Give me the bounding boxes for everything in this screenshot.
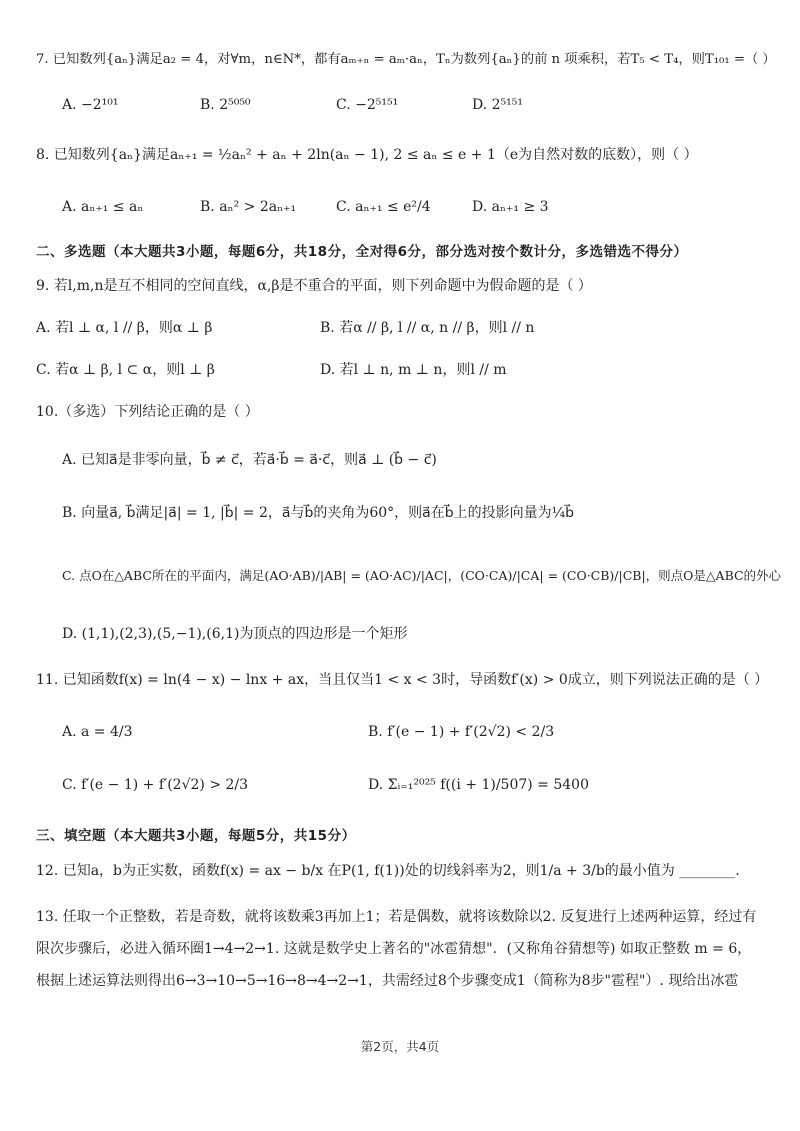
q7-stem: 7. 已知数列{aₙ}满足a₂ = 4，对∀m，n∈N*，都有aₘ₊ₙ = aₘ·aₙ，Tₙ为数列{aₙ}的前 n 项乘积，若T₅ < T₄，则T₁₀₁ =（ ） (36, 52, 776, 67)
q9-option-c: C. 若α ⊥ β, l ⊂ α，则l ⊥ β (36, 362, 215, 378)
q7-option-c: C. −2⁵¹⁵¹ (336, 97, 399, 113)
q8-stem: 8. 已知数列{aₙ}满足aₙ₊₁ = ½aₙ² + aₙ + 2ln(aₙ − 1), 2 ≤ aₙ ≤ e + 1（e为自然对数的底数），则（ ） (36, 147, 698, 163)
q13-line-3: 根据上述运算法则得出6→3→10→5→16→8→4→2→1，共需经过8个步骤变成1（简称为8步"雹程"）. 现给出冰雹 (36, 973, 739, 989)
q8-option-b: B. aₙ² > 2aₙ₊₁ (200, 199, 297, 215)
q7-option-a: A. −2¹⁰¹ (62, 97, 119, 113)
q9-stem: 9. 若l,m,n是互不相同的空间直线，α,β是不重合的平面，则下列命题中为假命题的是（ ） (36, 278, 592, 294)
q7-option-d: D. 2⁵¹⁵¹ (472, 97, 523, 113)
q10-option-a: A. 已知a⃗是非零向量，b⃗ ≠ c⃗，若a⃗·b⃗ = a⃗·c⃗，则a⃗ ⊥ (b⃗ − c⃗) (62, 452, 437, 468)
q10-option-c: C. 点O在△ABC所在的平面内，满足(AO·AB)/|AB| = (AO·AC)/|AC|，(CO·CA)/|CA| = (CO·CB)/|CB|，则点O是△ABC的外心 (62, 568, 782, 583)
page-footer: 第2页，共4页 (360, 1039, 440, 1054)
q11-option-b: B. f′(e − 1) + f′(2√2) < 2/3 (368, 724, 555, 740)
q11-option-c: C. f′(e − 1) + f′(2√2) > 2/3 (62, 777, 249, 793)
q10-option-d: D. (1,1),(2,3),(5,−1),(6,1)为顶点的四边形是一个矩形 (62, 626, 408, 642)
q7-option-b: B. 2⁵⁰⁵⁰ (200, 97, 251, 113)
q9-option-b: B. 若α // β, l // α, n // β，则l // n (320, 320, 535, 336)
q8-option-d: D. aₙ₊₁ ≥ 3 (472, 199, 549, 215)
q8-option-a: A. aₙ₊₁ ≤ aₙ (62, 199, 144, 215)
q13-line-1: 13. 任取一个正整数，若是奇数，就将该数乘3再加上1；若是偶数，就将该数除以2. 反复进行上述两种运算，经过有 (36, 909, 757, 925)
section-heading-multi-choice: 二、多选题（本大题共3小题，每题6分，共18分，全对得6分，部分选对按个数计分，多选错选不得分） (36, 244, 688, 260)
q11-option-a: A. a = 4/3 (62, 724, 133, 740)
q9-option-d: D. 若l ⊥ n, m ⊥ n，则l // m (320, 362, 507, 378)
section-heading-fill-blank: 三、填空题（本大题共3小题，每题5分，共15分） (36, 828, 356, 844)
q12-stem: 12. 已知a，b为正实数，函数f(x) = ax − b/x 在P(1, f(1))处的切线斜率为2，则1/a + 3/b的最小值为 ________. (36, 863, 740, 879)
q10-option-b: B. 向量a⃗, b⃗满足|a⃗| = 1, |b⃗| = 2，a⃗与b⃗的夹角为60°，则a⃗在b⃗上的投影向量为¼b⃗ (62, 505, 575, 521)
q13-line-2: 限次步骤后，必进入循环圈1→4→2→1. 这就是数学史上著名的"冰雹猜想"．(又称角谷猜想等) 如取正整数 m = 6， (36, 941, 752, 957)
q11-stem: 11. 已知函数f(x) = ln(4 − x) − lnx + ax，当且仅当1 < x < 3时，导函数f′(x) > 0成立，则下列说法正确的是（ ） (36, 672, 769, 688)
q11-option-d: D. Σᵢ₌₁²⁰²⁵ f((i + 1)/507) = 5400 (368, 777, 589, 793)
q8-option-c: C. aₙ₊₁ ≤ e²/4 (336, 199, 431, 215)
q9-option-a: A. 若l ⊥ α, l // β，则α ⊥ β (36, 320, 213, 336)
q10-stem: 10.（多选）下列结论正确的是（ ） (36, 404, 259, 420)
